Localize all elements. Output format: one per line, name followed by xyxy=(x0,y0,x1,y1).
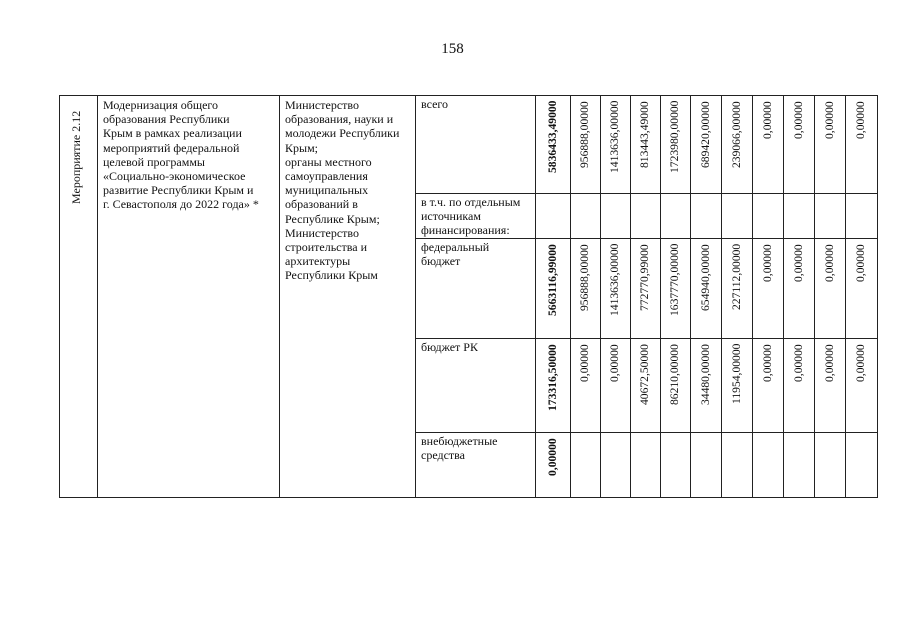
year-value: 0,00000 xyxy=(822,101,836,139)
funding-source-line: источникам xyxy=(421,209,481,224)
total-value: 5663116,99000 xyxy=(545,244,559,316)
year-value: 956888,00000 xyxy=(578,244,591,311)
table-vline xyxy=(570,95,571,497)
executor-line: муниципальных xyxy=(285,183,369,198)
year-value: 0,00000 xyxy=(822,344,836,382)
executor-line: самоуправления xyxy=(285,169,368,184)
year-value: 34480,00000 xyxy=(698,344,712,405)
year-value: 86210,00000 xyxy=(668,344,681,405)
table-vline xyxy=(783,95,784,497)
year-value: 0,00000 xyxy=(791,244,805,282)
funding-source-line: федеральный xyxy=(421,240,490,254)
year-value: 654940,00000 xyxy=(698,244,712,311)
table-hline xyxy=(415,193,878,194)
year-value: 0,00000 xyxy=(608,344,621,382)
measure-name-line: Модернизация общего xyxy=(103,98,219,112)
executor-line: Министерство xyxy=(285,98,359,112)
year-value: 0,00000 xyxy=(791,344,805,382)
table-vline xyxy=(279,95,280,497)
executor-line: Министерство xyxy=(285,225,359,240)
table-hline xyxy=(59,497,878,498)
funding-source-line: в т.ч. по отдельным xyxy=(421,195,521,209)
table-vline xyxy=(600,95,601,497)
executors xyxy=(285,98,415,283)
funding-source-label xyxy=(421,434,531,462)
funding-source-line: всего xyxy=(421,97,449,111)
measure-label-cell xyxy=(61,98,85,495)
total-value: 0,00000 xyxy=(545,438,559,476)
executor-line: строительства и xyxy=(285,240,367,255)
funding-source-line: средства xyxy=(421,448,466,463)
year-value: 11954,00000 xyxy=(729,343,743,404)
measure-name-line: целевой программы xyxy=(103,154,205,169)
table-vline xyxy=(814,95,815,497)
table-vline xyxy=(97,95,98,497)
measure-name-line: Крым в рамках реализации xyxy=(103,126,242,141)
year-value: 239066,00000 xyxy=(729,101,743,168)
year-value: 0,00000 xyxy=(854,244,867,282)
total-value: 173316,50000 xyxy=(545,344,559,411)
page-number: 158 xyxy=(441,41,464,57)
year-value: 0,00000 xyxy=(854,344,867,382)
table-vline xyxy=(845,95,846,497)
year-value: 1413636,00000 xyxy=(608,100,621,173)
executor-line: Республике Крым; xyxy=(285,211,380,226)
measure-name-line: образования Республики xyxy=(103,112,230,127)
year-value: 0,00000 xyxy=(854,101,867,139)
year-value: 40672,50000 xyxy=(638,344,651,405)
executor-line: образования, науки и xyxy=(285,112,394,127)
year-value: 0,00000 xyxy=(822,244,836,282)
year-value: 813443,49000 xyxy=(638,101,651,168)
year-value: 1637770,00000 xyxy=(668,243,681,316)
table-hline xyxy=(415,238,878,239)
funding-source-label xyxy=(421,240,531,268)
year-value: 689420,00000 xyxy=(698,101,712,168)
table-vline xyxy=(535,95,536,497)
measure-name-line: г. Севастополя до 2022 года» * xyxy=(103,197,259,212)
measure-name-line: мероприятий федеральной xyxy=(103,140,240,155)
funding-source-label xyxy=(421,340,531,354)
year-value: 0,00000 xyxy=(760,344,774,382)
table-vline xyxy=(630,95,631,497)
table-vline xyxy=(690,95,691,497)
executor-line: органы местного xyxy=(285,154,372,169)
table-vline xyxy=(415,95,416,497)
measure-name-line: «Социально-экономическое xyxy=(103,169,246,184)
year-value: 227112,00000 xyxy=(729,243,743,310)
table-vline xyxy=(877,95,878,497)
executor-line: Республики Крым xyxy=(285,268,378,283)
table-hline xyxy=(415,338,878,339)
table-vline xyxy=(59,95,60,497)
funding-source-line: финансирования: xyxy=(421,223,510,238)
funding-source-line: бюджет xyxy=(421,254,461,269)
executor-line: Крым; xyxy=(285,140,318,155)
executor-line: архитектуры xyxy=(285,254,351,269)
year-value: 0,00000 xyxy=(791,101,805,139)
table-hline xyxy=(59,95,878,96)
measure-name-line: развитие Республики Крым и xyxy=(103,183,254,198)
table-vline xyxy=(721,95,722,497)
table-vline xyxy=(660,95,661,497)
funding-source-line: бюджет РК xyxy=(421,340,478,354)
executor-line: молодежи Республики xyxy=(285,126,400,141)
funding-source-line: внебюджетные xyxy=(421,434,498,448)
funding-source-label xyxy=(421,195,531,238)
measure-label: Мероприятие 2.12 xyxy=(69,110,83,204)
table-vline xyxy=(752,95,753,497)
year-value: 1413636,00000 xyxy=(608,243,621,316)
year-value: 772770,99000 xyxy=(638,244,651,311)
year-value: 0,00000 xyxy=(578,344,591,382)
executor-line: образований в xyxy=(285,197,358,212)
year-value: 0,00000 xyxy=(760,101,774,139)
year-value: 1723980,00000 xyxy=(668,100,681,173)
table-hline xyxy=(415,432,878,433)
year-value: 956888,00000 xyxy=(578,101,591,168)
measure-name xyxy=(103,98,278,212)
year-value: 0,00000 xyxy=(760,244,774,282)
total-value: 5836433,49000 xyxy=(545,100,559,173)
funding-source-label xyxy=(421,97,531,111)
